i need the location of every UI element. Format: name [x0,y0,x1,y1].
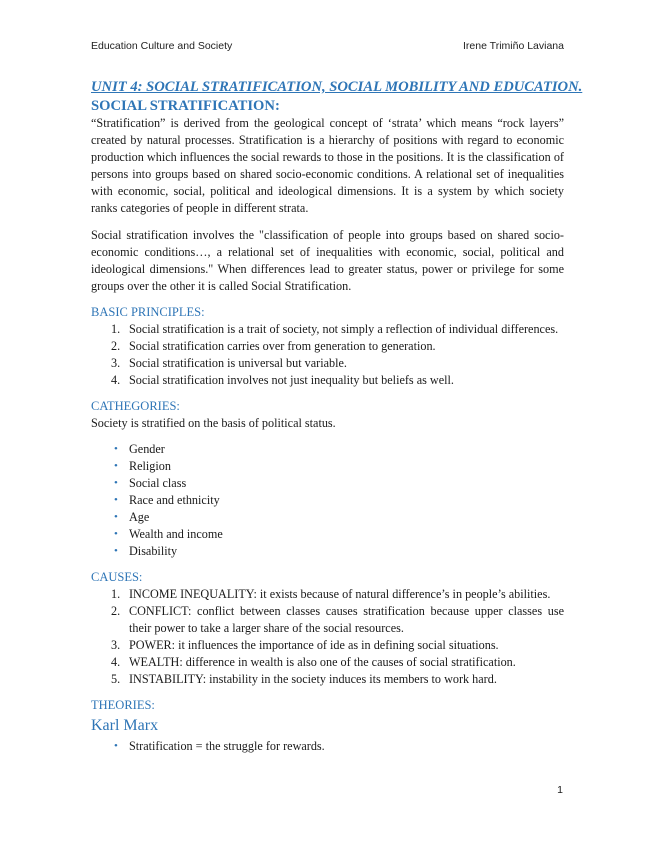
page-number: 1 [557,784,563,796]
paragraph-classification: Social stratification involves the "classification of people into groups based on shared socio-economic conditions…, a relational set of inequalities with economic, social, political and ideological dimensions." When differences lead to greater status, power or privilege for some groups over the other it is called Social Stratification. [91,228,564,293]
karl-marx-subheading: Karl Marx [91,717,159,734]
bullet-icon: • [114,740,118,752]
list-item: • Social class [114,476,187,490]
unit-title: UNIT 4: SOCIAL STRATIFICATION, SOCIAL MOBILITY AND EDUCATION. [91,79,583,95]
categories-list [91,441,564,560]
theories-heading: THEORIES: [91,698,155,712]
bullet-icon: • [114,494,118,506]
list-item: 4. Social stratification involves not just inequality but beliefs as well. [111,373,454,387]
list-item: • Religion [114,459,171,473]
section-title: SOCIAL STRATIFICATION: [91,98,280,114]
list-item: 2. Social stratification carries over from generation to generation. [111,339,436,353]
list-item: • Race and ethnicity [114,493,220,507]
bullet-icon: • [114,460,118,472]
bullet-icon: • [114,477,118,489]
list-item: • Disability [114,544,178,558]
causes-heading: CAUSES: [91,570,143,584]
list-item: 4. WEALTH: difference in wealth is also one of the causes of social stratification. [111,655,516,669]
list-item: 2. CONFLICT: conflict between classes causes stratification because upper classes use their power to take a larger share of the social resources. [111,604,564,635]
list-item: 3. Social stratification is universal but variable. [111,356,347,370]
basic-principles-list [91,321,564,389]
list-item: • Gender [114,442,165,456]
categories-intro: Society is stratified on the basis of political status. [91,416,336,430]
page-header [91,40,564,56]
list-item: • Stratification = the struggle for rewards. [114,739,325,753]
header-course-title: Education Culture and Society [91,40,233,52]
list-item: 3. POWER: it influences the importance of ide as in defining social situations. [111,638,499,652]
causes-list [91,586,564,688]
basic-principles-heading: BASIC PRINCIPLES: [91,305,205,319]
list-item: • Wealth and income [114,527,223,541]
bullet-icon: • [114,528,118,540]
categories-heading: CATHEGORIES: [91,399,180,413]
paragraph-definition: “Stratification” is derived from the geological concept of ‘strata’ which means “rock layers” created by natural processes. Stratification is a hierarchy of positions with regard to economic production which influences the social rewards to those in the positions. It is the classification of persons into groups based on shared socio-economic conditions. A relational set of inequalities with economic, social, political and ideological dimensions. It is a system by which society ranks categories of people in different strata. [91,116,564,215]
list-item: • Age [114,510,150,524]
list-item: 5. INSTABILITY: instability in the society induces its members to work hard. [111,672,497,686]
list-item: 1. INCOME INEQUALITY: it exists because of natural difference’s in people’s abilities. [111,587,551,601]
bullet-icon: • [114,511,118,523]
bullet-icon: • [114,545,118,557]
header-author: Irene Trimiño Laviana [463,40,564,52]
list-item: 1. Social stratification is a trait of society, not simply a reflection of individual differences. [111,322,559,336]
document-body [91,78,583,755]
bullet-icon: • [114,443,118,455]
theories-list [91,738,564,755]
